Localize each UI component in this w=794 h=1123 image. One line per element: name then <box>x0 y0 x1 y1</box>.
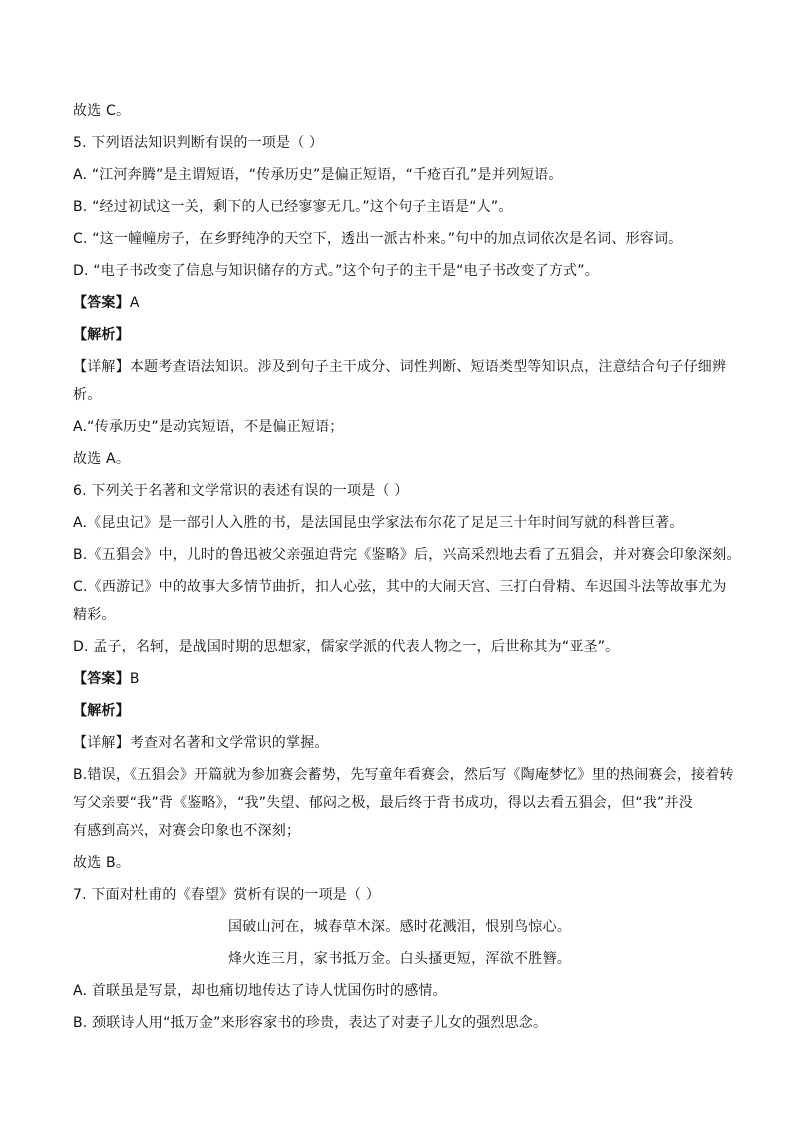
q7-stem: 7. 下面对杜甫的《春望》赏析有误的一项是（ ） <box>73 887 381 903</box>
q5-stem: 5. 下列语法知识判断有误的一项是（ ） <box>73 135 324 151</box>
q5-detail-continued: 析。 <box>73 387 102 403</box>
answer-tag: 【答案】 <box>73 295 130 311</box>
detail-tag: 【详解】 <box>73 735 130 751</box>
answer-tag: 【答案】 <box>73 671 130 687</box>
q5-detail <box>73 357 733 377</box>
q6-explanation-b-line3: 有感到高兴，对赛会印象也不深刻； <box>73 823 301 839</box>
analysis-tag: 【解析】 <box>73 703 130 719</box>
poem-line-1: 国破山河在，城春草木深。感时花溅泪，恨别鸟惊心。 <box>228 919 572 935</box>
q6-explanation-b-line1: B.错误，《五猖会》开篇就为参加赛会蓄势，先写童年看赛会，然后写《陶庵梦忆》里的热闹赛会，接着转 <box>73 767 734 783</box>
answer-value: B <box>129 671 140 687</box>
q5-option-d: D. “电子书改变了信息与知识储存的方式。”这个句子的主干是“电子书改变了方式”。 <box>73 263 599 279</box>
q5-explanation-a: A.“传承历史”是动宾短语，不是偏正短语； <box>73 419 344 435</box>
q5-answer <box>73 293 733 313</box>
detail-text: 考查对名著和文学常识的掌握。 <box>129 735 329 751</box>
q6-answer <box>73 669 733 689</box>
detail-tag: 【详解】 <box>73 359 130 375</box>
q5-analysis-heading <box>73 325 733 345</box>
q6-option-c: C.《西游记》中的故事大多情节曲折，扣人心弦，其中的大闹天宫、三打白骨精、车迟国斗法等故事尤为 <box>73 579 727 595</box>
q7-option-b: B. 颈联诗人用“抵万金”来形容家书的珍贵，表达了对妻子儿女的强烈思念。 <box>73 1015 548 1031</box>
q6-option-b: B.《五猖会》中，儿时的鲁迅被父亲强迫背完《鉴略》后，兴高采烈地去看了五猖会，并对赛会印象深刻。 <box>73 547 741 563</box>
analysis-tag: 【解析】 <box>73 327 130 343</box>
q6-conclusion: 故选 B。 <box>73 855 131 871</box>
q5-option-c: C. “这一幢幢房子，在乡野纯净的天空下，透出一派古朴来。”句中的加点词依次是名词、形容词。 <box>73 231 683 247</box>
poem-line-2: 烽火连三月，家书抵万金。白头搔更短，浑欲不胜簪。 <box>228 951 572 967</box>
q6-stem: 6. 下列关于名著和文学常识的表述有误的一项是（ ） <box>73 483 409 499</box>
q6-option-d: D. 孟子，名轲，是战国时期的思想家，儒家学派的代表人物之一，后世称其为“亚圣”。 <box>73 639 620 655</box>
detail-text: 本题考查语法知识。涉及到句子主干成分、词性判断、短语类型等知识点，注意结合句子仔细辨 <box>129 359 727 375</box>
q5-option-b: B. “经过初试这一关，剩下的人已经寥寥无几。”这个句子主语是“人”。 <box>73 199 513 215</box>
q5-conclusion: 故选 A。 <box>73 451 131 467</box>
q6-analysis-heading <box>73 701 733 721</box>
q6-detail <box>73 733 733 753</box>
q6-option-a: A.《昆虫记》是一部引人入胜的书，是法国昆虫学家法布尔花了足足三十年时间写就的科普巨著。 <box>73 515 684 531</box>
q5-option-a: A. “江河奔腾”是主谓短语，“传承历史”是偏正短语，“千疮百孔”是并列短语。 <box>73 167 563 183</box>
q6-explanation-b-line2: 写父亲要“我”背《鉴略》，“我”失望、郁闷之极，最后终于背书成功，得以去看五猖会，但“我”并没 <box>73 795 693 811</box>
answer-value: A <box>129 295 140 311</box>
q4-conclusion: 故选 C。 <box>73 103 131 119</box>
q7-option-a: A. 首联虽是写景，却也痛切地传达了诗人忧国伤时的感情。 <box>73 983 447 999</box>
q6-option-c-continued: 精彩。 <box>73 607 116 623</box>
